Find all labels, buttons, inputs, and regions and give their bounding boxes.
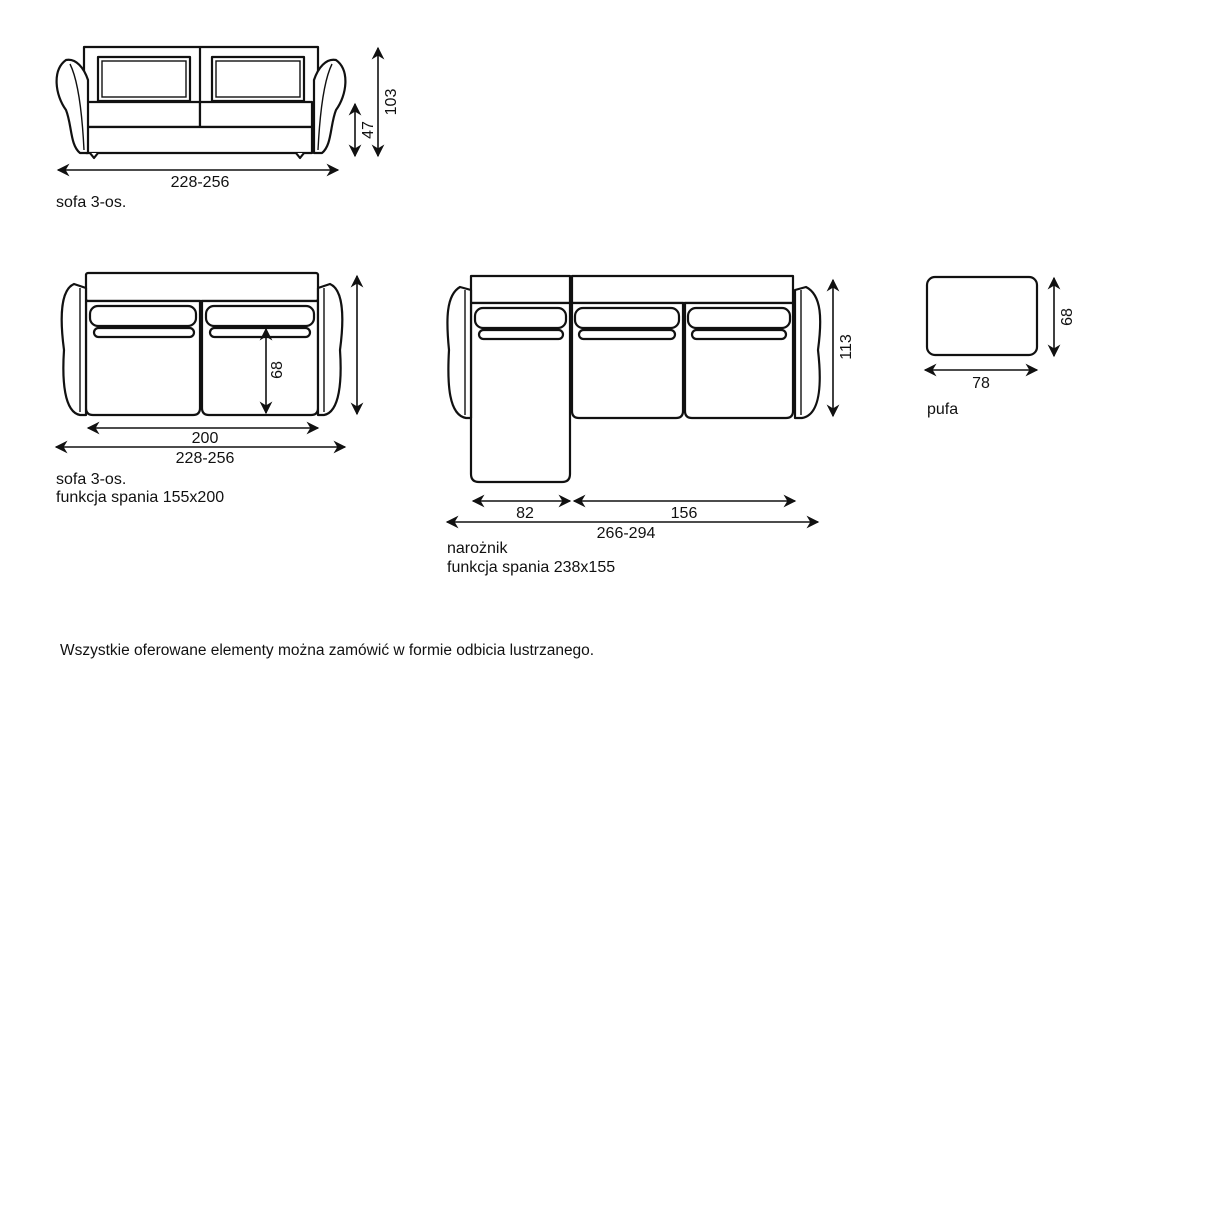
sofa-top-view xyxy=(56,273,357,506)
footer-note: Wszystkie oferowane elementy można zamówić w formie odbicia lustrzanego. xyxy=(60,642,595,659)
corner-caption-1: narożnik xyxy=(447,540,508,557)
height-label: 103 xyxy=(383,88,400,116)
front-caption: sofa 3-os. xyxy=(56,194,127,211)
pouf-depth-label: 68 xyxy=(1059,308,1076,326)
seat-depth-label: 68 xyxy=(269,361,286,379)
sofa-front-view xyxy=(56,47,400,211)
corner-depth-label: 113 xyxy=(838,334,855,360)
top-caption-1: sofa 3-os. xyxy=(56,471,127,488)
chaise-width-label: 82 xyxy=(516,505,534,522)
corner-caption-2: funkcja spania 238x155 xyxy=(447,559,616,576)
main-width-label: 156 xyxy=(670,505,698,522)
corner-width-label: 266-294 xyxy=(596,525,656,542)
corner-sofa-top-view xyxy=(447,276,855,576)
top-caption-2: funkcja spania 155x200 xyxy=(56,489,225,506)
top-width-label: 228-256 xyxy=(175,450,235,467)
pouf-width-label: 78 xyxy=(972,375,990,392)
pouf-caption: pufa xyxy=(927,401,959,418)
pouf-top-view xyxy=(925,277,1076,418)
seat-height-label: 47 xyxy=(360,121,377,139)
sleep-width-label: 200 xyxy=(191,430,219,447)
front-width-label: 228-256 xyxy=(170,174,230,191)
